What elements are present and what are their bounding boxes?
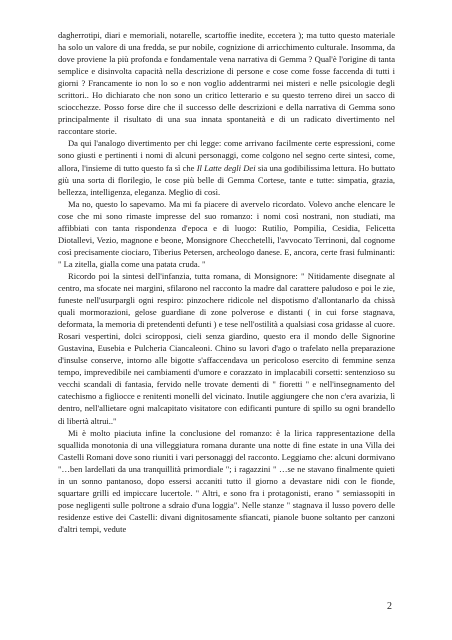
paragraph-3-text: Ma no, questo lo sapevamo. Ma mi fa piacere di avervelo ricordato. Volevo anche elencare le cose che mi sono rimaste impresse del suo romanzo: i nomi così nostrani, non studiati, ma affibbiati con tanta rispondenza d'epoca e di luogo: Rutilio, Pompilia, Cesidia, Felicetta Diotallevi, Vezio, magnone e beone, Monsignore Checchetelli, l'avvocato Terrinoni, dal cognome così precisamente ciociaro, Tiberius Petersen, archeologo danese. E, ancora, certe frasi fulminanti: " La zitella, gialla come una patata cruda. " — [58, 198, 395, 269]
paragraph-2-text-a: Da qui l'analogo divertimento per chi legge: come arrivano facilmente certe espressioni, come sono giusti e pertinenti i nomi di alcuni personaggi, come colgono nel segno certe sintesi, come, allora, l'insieme di tutto questo fa sì che — [58, 138, 395, 173]
paragraph-1 — [58, 29, 395, 137]
paragraph-2-text-b: sia una godibilissima lettura. Ho buttato giù una sorta di florilegio, le cose più belle di Gemma Cortese, tante e tutte: simpatia, grazia, bellezza, intelligenza, eleganza. Meglio di così. — [58, 162, 395, 197]
paragraph-5-text: Mi è molto piaciuta infine la conclusione del romanzo: è la lirica rappresentazione della squallida monotonia di una villeggiatura romana durante una notte di fine estate in una Villa dei Castelli Romani dove sono riuniti i vari personaggi del racconto. Leggiamo che: alcuni dormivano "…ben lardellati da una tranquillità primordiale "; i ragazzini " …se ne stavano finalmente quieti in un sonno pantanoso, dopo essersi accaniti tutto il giorno a devastare nidi con le fionde, squartare grilli ed impiccare lucertole. " Altri, e sono fra i protagonisti, erano " semiassopiti in pose negligenti sulle poltrone a sdraio d'una loggia". Nelle stanze " stagnava il lusso povero delle residenze estive dei Castelli: divani dignitosamente sfiancati, pianole buone soltanto per canzoni d'altri tempi, vedute — [58, 427, 395, 534]
book-title: Il Latte degli Dei — [196, 162, 256, 173]
paragraph-1-text: dagherrotipi, diari e memoriali, notarelle, scartoffie inedite, eccetera ); ma tutto questo materiale ha solo un valore di una fredda, se pur nobile, cognizione di arricchimento culturale. Insomma, da dove proviene la più profonda e fondamentale vena narrativa di Gemma ? Qual'è l'origine di tanta semplice e disinvolta capacità nella descrizione di persone e cose come fosse faccenda di tutti i giorni ? Francamente io non lo so e non voglio addentrarmi nei misteri e nelle psicologie degli scrittori.. Ho dichiarato che non sono un critico letterario e su questo terreno direi un sacco di sciocchezze. Posso forse dire che il successo delle descrizioni e della narrativa di Gemma sono principalmente il risultato di una sua innata spontaneità e di un radicato divertimento nel raccontare storie. — [58, 30, 395, 137]
paragraph-4 — [58, 270, 395, 427]
paragraph-4-text: Ricordo poi la sintesi dell'infanzia, tutta romana, di Monsignore: " Nitidamente disegnate al centro, ma sfocate nei margini, sfilarono nel racconto la madre dal carattere paludoso e poi le zie, funeste nell'usurpargli ogni respiro: pinzochere ridicole nel dispotismo d'allontanarlo da chissà quali mormorazioni, gelose guardiane di zone polverose e distanti ( in cui forse stagnava, deformata, la memoria di pretendenti defunti ) e tese nell'ostilità a qualsiasi cosa gridasse al cuore. Rosari vespertini, dolci sciropposi, cieli senza giardino, questo era il mondo delle Signorine Gustavina, Eusebia e Pulcheria Ciancaleoni. Chino su lavori d'ago o trafelato nella preparazione d'insulse conserve, intorno alle bigotte s'affaccendava un pericoloso esercito di femmine senza tempo, imprevedibile nei cambiamenti d'umore e corazzato in implacabili corsetti: sentenzioso su vecchi scandali di fantasia, fervido nelle trovate dementi di " fioretti " e nell'insegnamento del catechismo a figliocce e renitenti monelli del vicinato. Inutile aggiungere che non c'era avarizia, lì dentro, nell'allietare ogni malcapitato visitatore con edificanti punture di spillo su ogni brandello di libertà altrui.." — [58, 270, 395, 426]
document-body — [58, 29, 395, 535]
paragraph-3 — [58, 198, 395, 270]
paragraph-2 — [58, 137, 395, 197]
page-number: 2 — [387, 601, 392, 612]
paragraph-5 — [58, 427, 395, 535]
